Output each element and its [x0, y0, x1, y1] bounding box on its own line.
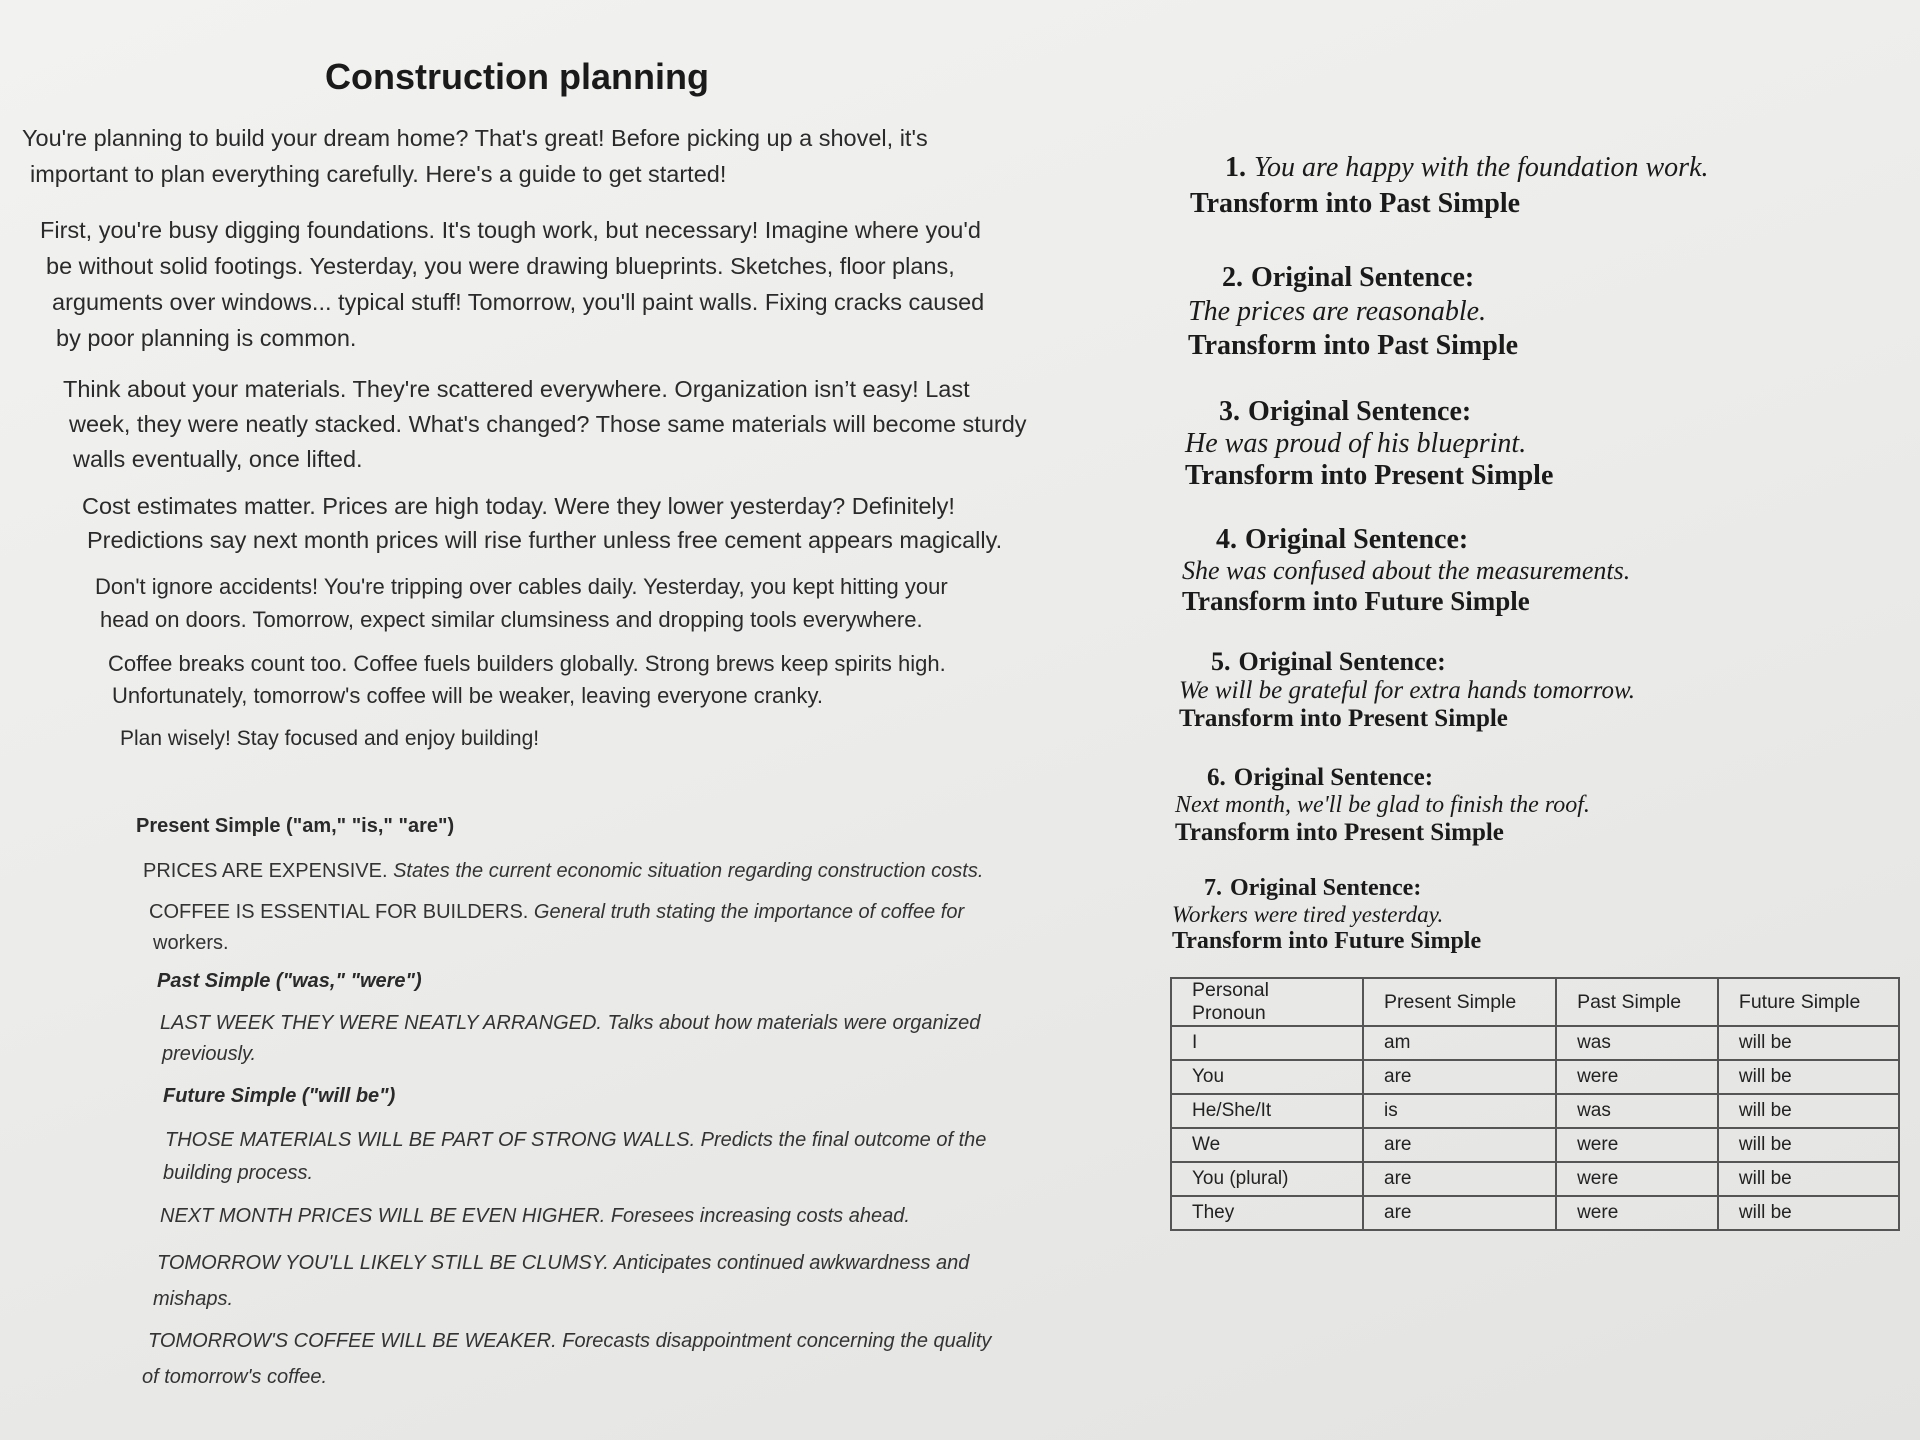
exercise-number: 5. — [1211, 647, 1231, 676]
table-cell: will be — [1718, 1162, 1899, 1196]
exercise-3 — [1185, 396, 1553, 492]
exercise-instruction: Transform into Future Simple — [1182, 586, 1530, 616]
table-cell: will be — [1718, 1128, 1899, 1162]
table-cell: were — [1556, 1162, 1718, 1196]
table-row — [1171, 1094, 1899, 1128]
table-cell: will be — [1718, 1060, 1899, 1094]
table-cell: was — [1556, 1094, 1718, 1128]
table-row — [1171, 1060, 1899, 1094]
present-example-coffee — [149, 897, 964, 959]
table-cell: was — [1556, 1026, 1718, 1060]
table-cell: He/She/It — [1171, 1094, 1363, 1128]
paragraph-coffee — [108, 648, 946, 712]
exercise-instruction: Transform into Present Simple — [1179, 705, 1508, 732]
example-statement: PRICES ARE EXPENSIVE. — [143, 860, 388, 882]
future-example-walls — [165, 1124, 986, 1190]
example-statement: COFFEE IS ESSENTIAL FOR BUILDERS. — [149, 901, 529, 923]
paragraph-line: Think about your materials. They're scattered everywhere. Organization isn’t easy! Last — [63, 376, 970, 402]
table-cell: is — [1363, 1094, 1556, 1128]
exercise-heading: Original Sentence: — [1245, 524, 1469, 555]
paragraph-line: week, they were neatly stacked. What's changed? Those same materials will become sturdy — [69, 411, 1027, 437]
table-cell: are — [1363, 1128, 1556, 1162]
paragraph-line: Unfortunately, tomorrow's coffee will be weaker, leaving everyone cranky. — [112, 683, 823, 708]
exercise-number: 1. — [1225, 152, 1246, 183]
exercise-instruction: Transform into Past Simple — [1190, 188, 1521, 219]
conjugation-table — [1170, 977, 1900, 1231]
paragraph-line: First, you're busy digging foundations. It's tough work, but necessary! Imagine where you'd — [40, 217, 981, 243]
paragraph-costs — [82, 489, 1002, 557]
exercise-7 — [1172, 875, 1481, 955]
exercise-instruction: Transform into Future Simple — [1172, 928, 1482, 954]
table-cell: will be — [1718, 1196, 1899, 1230]
table-cell: are — [1363, 1060, 1556, 1094]
exercise-number: 6. — [1207, 764, 1226, 791]
exercise-original: She was confused about the measurements. — [1182, 556, 1631, 585]
exercise-instruction: Transform into Past Simple — [1188, 330, 1519, 361]
paragraph-line: walls eventually, once lifted. — [73, 446, 363, 472]
exercise-instruction: Transform into Present Simple — [1185, 460, 1554, 491]
intro-paragraph — [22, 120, 928, 192]
paragraph-line: Cost estimates matter. Prices are high today. Were they lower yesterday? Definitely! — [82, 493, 955, 519]
exercise-heading: Original Sentence: — [1251, 262, 1475, 293]
paragraph-line: Predictions say next month prices will rise further unless free cement appears magically. — [87, 527, 1003, 553]
example-line: LAST WEEK THEY WERE NEATLY ARRANGED. Talks about how materials were organized — [160, 1012, 981, 1034]
past-simple-heading: Past Simple ("was," "were") — [157, 970, 422, 992]
exercise-number: 7. — [1204, 875, 1222, 901]
table-cell: You (plural) — [1171, 1162, 1363, 1196]
exercise-number: 2. — [1222, 262, 1243, 293]
exercise-2 — [1188, 262, 1518, 362]
exercise-original: He was proud of his blueprint. — [1185, 428, 1527, 459]
future-example-prices — [160, 1201, 910, 1232]
paragraph-line: arguments over windows... typical stuff! Tomorrow, you'll paint walls. Fixing cracks caused — [52, 289, 985, 315]
table-cell: will be — [1718, 1094, 1899, 1128]
paragraph-line: Don't ignore accidents! You're tripping over cables daily. Yesterday, you kept hitting your — [95, 574, 948, 599]
paragraph-line: Coffee breaks count too. Coffee fuels builders globally. Strong brews keep spirits high. — [108, 651, 946, 676]
future-example-clumsy — [153, 1245, 970, 1317]
table-row — [1171, 1162, 1899, 1196]
table-row — [1171, 1196, 1899, 1230]
exercise-heading: Original Sentence: — [1230, 875, 1422, 901]
example-description: General truth stating the importance of coffee for — [528, 901, 965, 923]
exercise-original: You are happy with the foundation work. — [1254, 152, 1709, 183]
paragraph-line: be without solid footings. Yesterday, you were drawing blueprints. Sketches, floor plans, — [46, 253, 955, 279]
exercise-6 — [1175, 764, 1590, 847]
example-line: TOMORROW YOU'LL LIKELY STILL BE CLUMSY. Anticipates continued awkwardness and — [157, 1252, 970, 1274]
column-header: Personal Pronoun — [1171, 978, 1363, 1026]
page-title: Construction planning — [325, 56, 709, 97]
future-simple-heading: Future Simple ("will be") — [163, 1085, 396, 1107]
exercise-instruction: Transform into Present Simple — [1175, 819, 1504, 846]
past-example-materials — [160, 1008, 980, 1070]
table-cell: I — [1171, 1026, 1363, 1060]
exercise-4 — [1182, 524, 1630, 617]
intro-line: You're planning to build your dream home? That's great! Before picking up a shovel, it's — [22, 125, 928, 151]
exercise-heading: Original Sentence: — [1248, 396, 1472, 427]
table-cell: were — [1556, 1060, 1718, 1094]
table-cell: are — [1363, 1196, 1556, 1230]
example-line: TOMORROW'S COFFEE WILL BE WEAKER. Forecasts disappointment concerning the quality — [148, 1330, 992, 1352]
exercise-original: The prices are reasonable. — [1188, 296, 1487, 327]
table-cell: are — [1363, 1162, 1556, 1196]
exercise-original: Next month, we'll be glad to finish the roof. — [1175, 792, 1590, 818]
table-cell: We — [1171, 1128, 1363, 1162]
paragraph-line: by poor planning is common. — [56, 325, 357, 351]
exercise-heading: Original Sentence: — [1238, 647, 1446, 676]
present-simple-heading: Present Simple ("am," "is," "are") — [136, 815, 455, 837]
exercise-number: 3. — [1219, 396, 1240, 427]
paragraph-materials — [63, 372, 1027, 477]
exercise-heading: Original Sentence: — [1233, 764, 1434, 791]
exercise-original: We will be grateful for extra hands tomorrow. — [1179, 677, 1636, 704]
example-line: NEXT MONTH PRICES WILL BE EVEN HIGHER. Foresees increasing costs ahead. — [160, 1205, 910, 1227]
paragraph-closing — [120, 722, 539, 755]
table-row — [1171, 1026, 1899, 1060]
column-header: Present Simple — [1363, 978, 1556, 1026]
table-cell: am — [1363, 1026, 1556, 1060]
present-example-prices — [143, 856, 983, 887]
paragraph-line: head on doors. Tomorrow, expect similar clumsiness and dropping tools everywhere. — [100, 607, 923, 632]
example-line: of tomorrow's coffee. — [142, 1366, 327, 1388]
table-cell: were — [1556, 1196, 1718, 1230]
table-cell: were — [1556, 1128, 1718, 1162]
paragraph-line: Plan wisely! Stay focused and enjoy building! — [120, 727, 540, 750]
table-cell: They — [1171, 1196, 1363, 1230]
example-line: mishaps. — [153, 1288, 234, 1310]
example-description: States the current economic situation regarding construction costs. — [387, 860, 984, 882]
exercise-number: 4. — [1216, 524, 1237, 555]
table-cell: will be — [1718, 1026, 1899, 1060]
paragraph-accidents — [95, 570, 948, 636]
exercise-1 — [1190, 152, 1709, 220]
column-header: Past Simple — [1556, 978, 1718, 1026]
example-description: workers. — [153, 932, 229, 954]
column-header: Future Simple — [1718, 978, 1899, 1026]
exercise-original: Workers were tired yesterday. — [1172, 902, 1444, 927]
example-line: previously. — [162, 1043, 257, 1065]
table-cell: You — [1171, 1060, 1363, 1094]
future-example-coffee — [142, 1323, 992, 1395]
paragraph-foundations — [40, 212, 984, 356]
table-row — [1171, 1128, 1899, 1162]
example-line: building process. — [163, 1162, 314, 1184]
table-header-row — [1171, 978, 1899, 1026]
intro-line: important to plan everything carefully. Here's a guide to get started! — [30, 161, 727, 187]
exercise-5 — [1179, 647, 1635, 733]
example-line: THOSE MATERIALS WILL BE PART OF STRONG WALLS. Predicts the final outcome of the — [165, 1129, 987, 1151]
